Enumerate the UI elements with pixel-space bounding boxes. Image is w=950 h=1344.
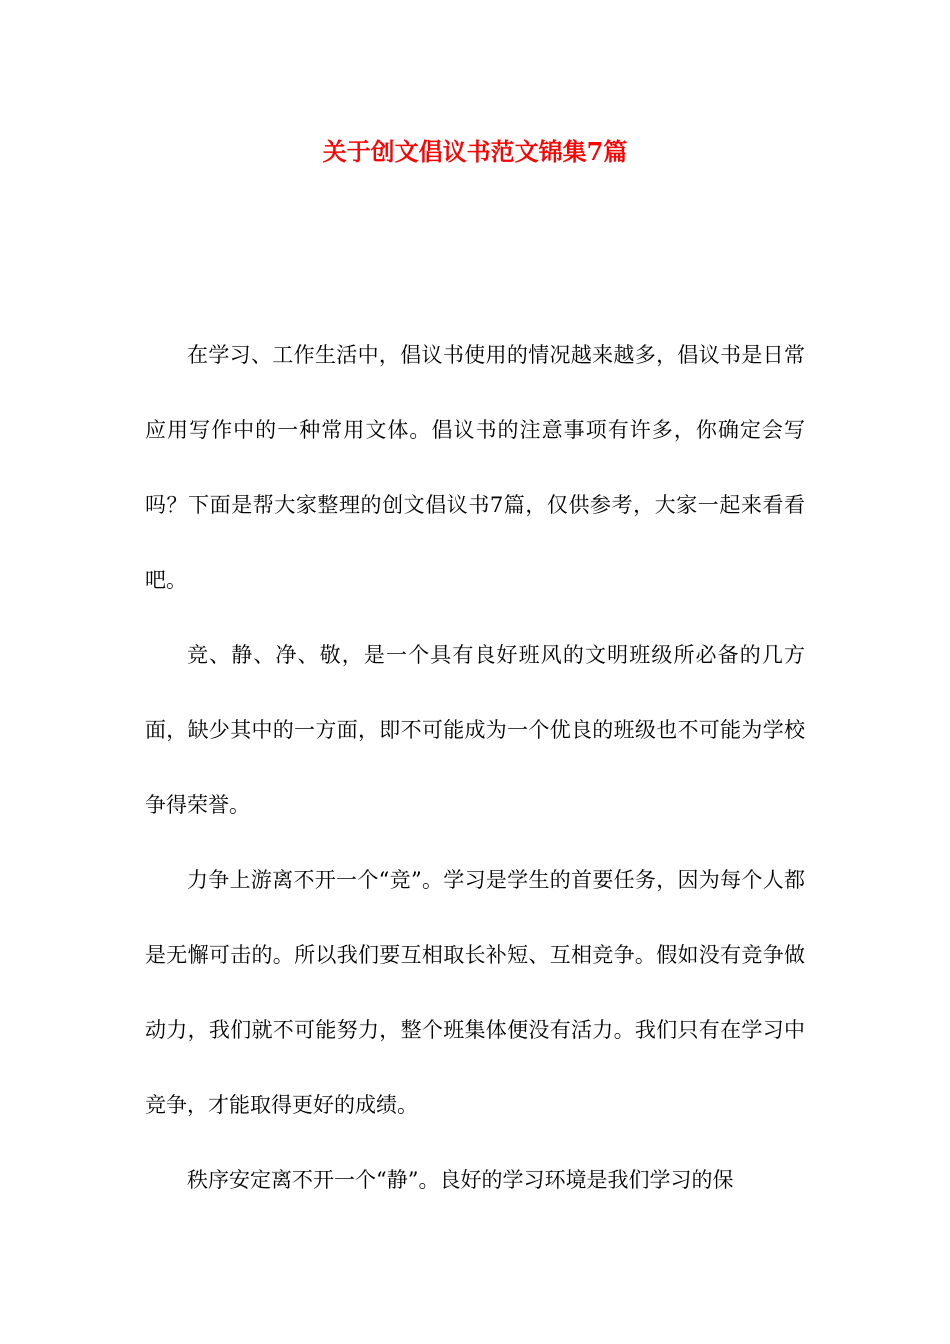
paragraph-quiet: 秩序安定离不开一个“静”。良好的学习环境是我们学习的保: [187, 1168, 734, 1192]
document-body: [145, 318, 805, 1218]
paragraph-competition: 力争上游离不开一个“竞”。学习是学生的首要任务，因为每个人都是无懈可击的。所以我们要互相取长补短、互相竞争。假如没有竞争做动力，我们就不可能努力，整个班集体便没有活力。我们只有在学习中竞争，才能取得更好的成绩。: [145, 868, 805, 1117]
paragraph-intro: 在学习、工作生活中，倡议书使用的情况越来越多，倡议书是日常应用写作中的一种常用文体。倡议书的注意事项有许多，你确定会写吗？下面是帮大家整理的创文倡议书7篇，仅供参考，大家一起来看看吧。: [145, 343, 805, 592]
paragraph-four-aspects: 竞、静、净、敬，是一个具有良好班风的文明班级所必备的几方面，缺少其中的一方面，即不可能成为一个优良的班级也不可能为学校争得荣誉。: [145, 643, 805, 817]
document-title: 关于创文倡议书范文锦集7篇: [322, 137, 628, 166]
